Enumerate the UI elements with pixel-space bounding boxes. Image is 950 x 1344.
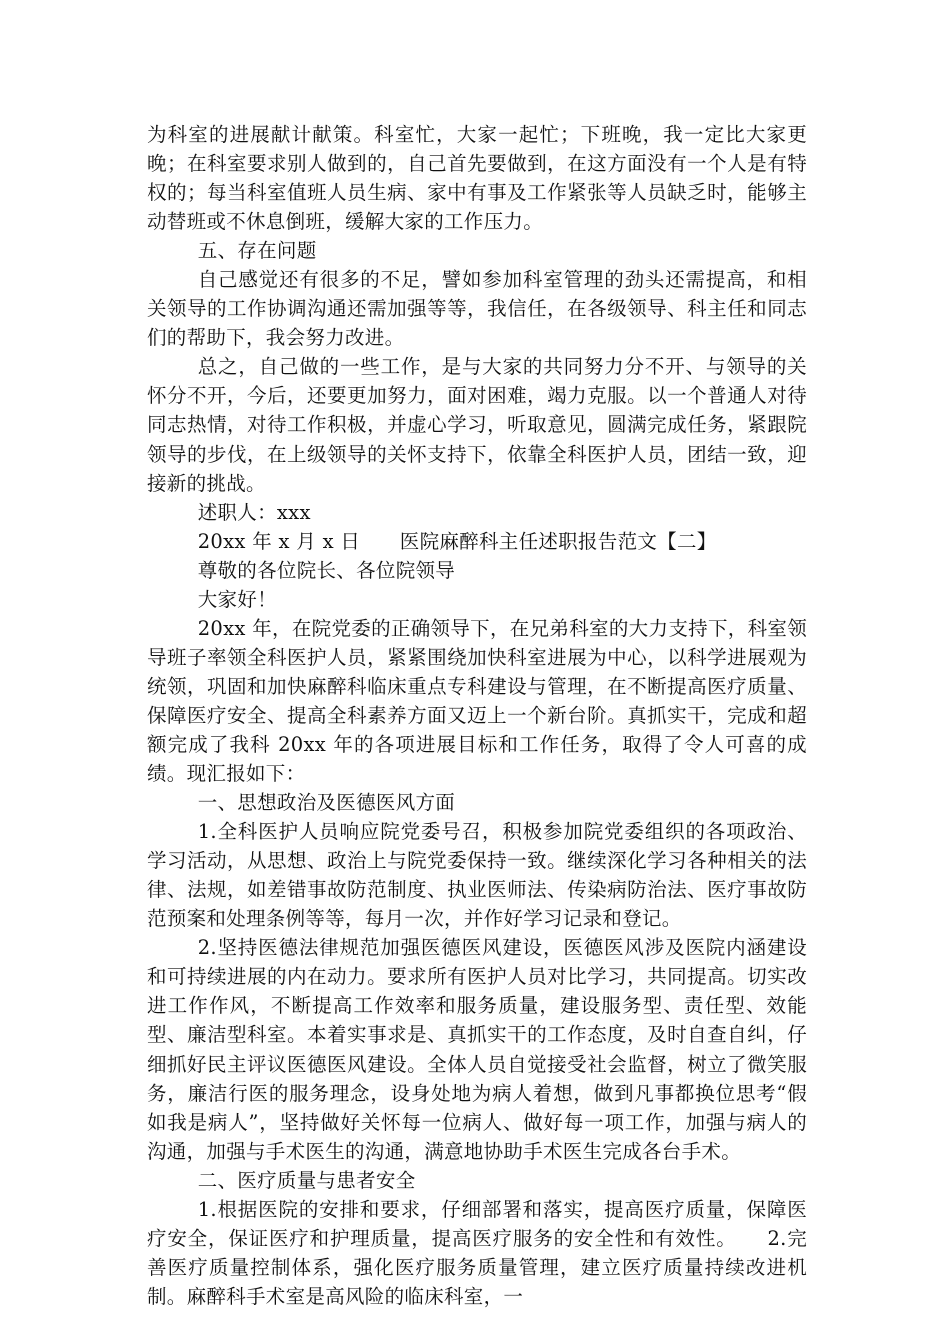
salutation: 尊敬的各位院长、各位院领导 bbox=[197, 558, 456, 582]
paragraph: 20xx 年，在院党委的正确领导下，在兄弟科室的大力支持下，科室领导班子率领全科医护人员，紧紧围绕加快科室进展为中心，以科学进展观为统领，巩固和加快麻醉科临床重点专科建设与管理，在不断提高医疗质量、保障医疗安全、提高全科素养方面又迈上一个新台阶。真抓实干，完成和超额完成了我科 20xx 年的各项进展目标和工作任务，取得了令人可喜的成绩。现汇报如下： bbox=[147, 616, 807, 786]
paragraph: 2.坚持医德法律规范加强医德医风建设，医德医风涉及医院内涵建设和可持续进展的内在动力。要求所有医护人员对比学习，共同提高。切实改进工作作风，不断提高工作效率和服务质量，建设服务型、责任型、效能型、廉洁型科室。本着实事求是、真抓实干的工作态度，及时自查自纠，仔细抓好民主评议医德医风建设。全体人员自觉接受社会监督，树立了微笑服务，廉洁行医的服务理念，设身处地为病人着想，做到凡事都换位思考“假如我是病人”，坚持做好关怀每一位病人、做好每一项工作，加强与病人的沟通，加强与手术医生的沟通，满意地协助手术医生完成各台手术。 bbox=[147, 936, 807, 1163]
paragraph: 总之，自己做的一些工作，是与大家的共同努力分不开、与领导的关怀分不开，今后，还要更加努力，面对困难，竭力克服。以一个普通人对待同志热情，对待工作积极，并虚心学习，听取意见，圆满完成任务，紧跟院领导的步伐，在上级领导的关怀支持下，依靠全科医护人员，团结一致，迎接新的挑战。 bbox=[147, 355, 807, 495]
paragraph: 为科室的进展献计献策。科室忙，大家一起忙；下班晚，我一定比大家更晚；在科室要求别人做到的，自己首先要做到，在这方面没有一个人是有特权的；每当科室值班人员生病、家中有事及工作紧张等人员缺乏时，能够主动替班或不休息倒班，缓解大家的工作压力。 bbox=[147, 123, 807, 234]
signature-line: 述职人：xxx bbox=[197, 500, 311, 524]
paragraph: 1.根据医院的安排和要求，仔细部署和落实，提高医疗质量，保障医疗安全，保证医疗和护理质量，提高医疗服务的安全性和有效性。 2.完善医疗质量控制体系，强化医疗服务质量管理，建立医疗质量持续改进机制。麻醉科手术室是高风险的临床科室，一 bbox=[147, 1197, 807, 1308]
paragraph: 1.全科医护人员响应院党委号召，积极参加院党委组织的各项政治、学习活动，从思想、政治上与院党委保持一致。继续深化学习各种相关的法律、法规，如差错事故防范制度、执业医师法、传染病防治法、医疗事故防范预案和处理条例等等，每月一次，并作好学习记录和登记。 bbox=[147, 820, 807, 931]
document-body bbox=[147, 120, 807, 1311]
greeting: 大家好！ bbox=[197, 587, 277, 611]
date-and-title-line: 20xx 年 x 月 x 日 医院麻醉科主任述职报告范文【二】 bbox=[197, 529, 717, 553]
paragraph: 自己感觉还有很多的不足，譬如参加科室管理的劲头还需提高，和相关领导的工作协调沟通还需加强等等，我信任，在各级领导、科主任和同志们的帮助下，我会努力改进。 bbox=[147, 268, 807, 350]
section-heading: 五、存在问题 bbox=[197, 239, 317, 263]
section-heading: 二、医疗质量与患者安全 bbox=[197, 1168, 416, 1192]
section-heading: 一、思想政治及医德医风方面 bbox=[197, 791, 456, 815]
